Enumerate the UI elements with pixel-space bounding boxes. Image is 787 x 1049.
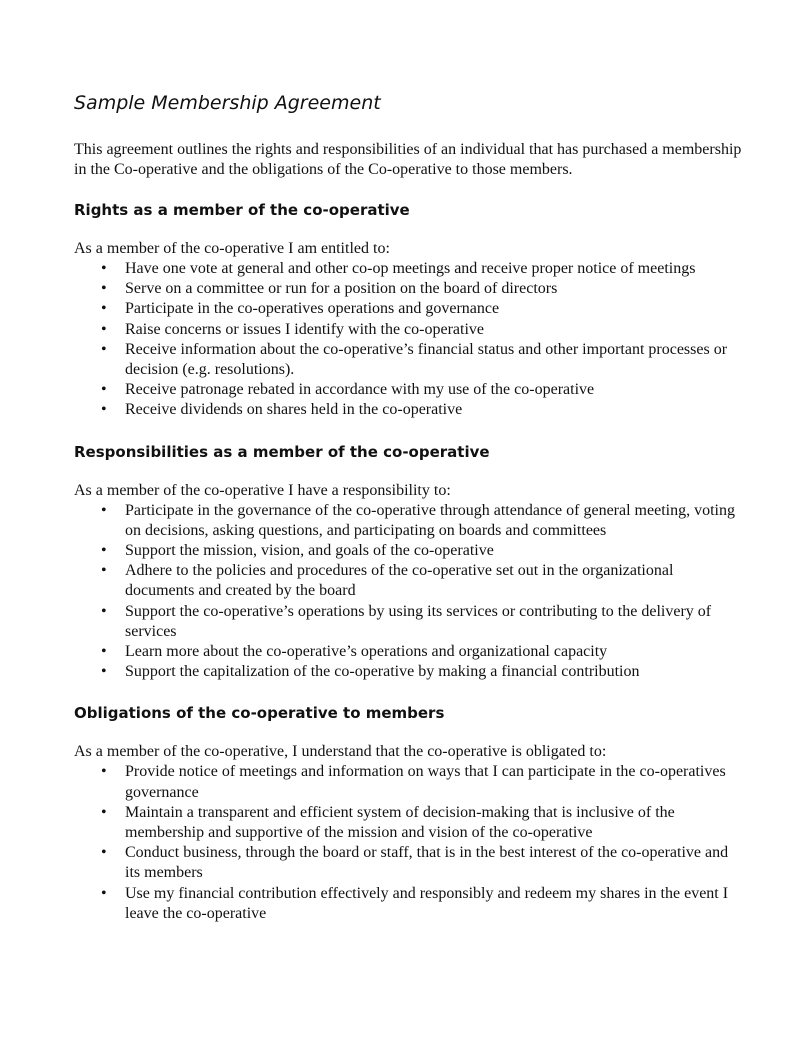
- list-item: [74, 340, 745, 380]
- bullet-icon: •: [101, 542, 107, 560]
- bullet-icon: •: [101, 803, 107, 821]
- list-item: [74, 803, 745, 843]
- document-page: [74, 88, 754, 945]
- bullet-icon: •: [101, 844, 107, 862]
- list-item-text: Learn more about the co-operative’s operations and organizational capacity: [125, 643, 608, 661]
- list-item: [74, 602, 745, 642]
- list-item-text: Raise concerns or issues I identify with the co-operative: [125, 320, 484, 338]
- list-item: [74, 541, 745, 561]
- section-responsibilities: [74, 442, 754, 683]
- list-item: [74, 299, 745, 319]
- list-item: [74, 501, 745, 541]
- document-title: Sample Membership Agreement: [74, 92, 381, 114]
- list-item: [74, 762, 745, 802]
- bullet-list: [74, 259, 754, 421]
- section-obligations: [74, 703, 754, 924]
- sections-container: [74, 200, 754, 924]
- list-item-text: Conduct business, through the board or staff, that is in the best interest of the co-operative and its members: [125, 844, 729, 882]
- section-lead-text: As a member of the co-operative I am entitled to:: [74, 240, 390, 257]
- bullet-icon: •: [101, 643, 107, 661]
- list-item-text: Provide notice of meetings and information on ways that I can participate in the co-operatives governance: [125, 763, 726, 801]
- section-rights: [74, 200, 754, 421]
- bullet-icon: •: [101, 501, 107, 519]
- bullet-list: [74, 762, 754, 924]
- list-item-text: Receive information about the co-operative’s financial status and other important processes or decision (e.g. resolutions).: [125, 340, 728, 379]
- list-item-text: Maintain a transparent and efficient system of decision-making that is inclusive of the membership and supportive of the mission and vision of the co-operative: [125, 803, 675, 842]
- list-item-text: Support the mission, vision, and goals of the co-operative: [125, 542, 494, 560]
- list-item-text: Participate in the co-operatives operations and governance: [125, 300, 500, 318]
- list-item-text: Have one vote at general and other co-op meetings and receive proper notice of meetings: [125, 260, 696, 277]
- bullet-icon: •: [101, 340, 107, 358]
- bullet-icon: •: [101, 562, 107, 580]
- bullet-icon: •: [101, 884, 107, 902]
- bullet-list: [74, 501, 754, 683]
- intro-paragraph: This agreement outlines the rights and responsibilities of an individual that has purchased a membership in the Co-operative and the obligations of the Co-operative to those members.: [74, 141, 742, 178]
- bullet-icon: •: [101, 401, 107, 419]
- bullet-icon: •: [101, 260, 107, 277]
- list-item-text: Participate in the governance of the co-operative through attendance of general meeting, voting on decisions, asking questions, and participating on boards and committees: [125, 501, 735, 539]
- list-item-text: Receive dividends on shares held in the co-operative: [125, 401, 463, 419]
- list-item: [74, 279, 745, 299]
- list-item: [74, 259, 745, 279]
- list-item: [74, 380, 745, 400]
- section-heading: Obligations of the co-operative to members: [74, 704, 445, 723]
- section-lead-text: As a member of the co-operative, I understand that the co-operative is obligated to:: [74, 743, 607, 761]
- list-item-text: Support the capitalization of the co-operative by making a financial contribution: [125, 663, 640, 681]
- list-item-text: Adhere to the policies and procedures of the co-operative set out in the organizational documents and created by the board: [125, 562, 674, 600]
- bullet-icon: •: [101, 300, 107, 318]
- section-lead-text: As a member of the co-operative I have a responsibility to:: [74, 481, 451, 499]
- list-item-text: Receive patronage rebated in accordance with my use of the co-operative: [125, 381, 595, 399]
- list-item: [74, 843, 745, 883]
- bullet-icon: •: [101, 381, 107, 399]
- list-item-text: Use my financial contribution effectively and responsibly and redeem my shares in the event I leave the co-operative: [125, 884, 729, 922]
- list-item: [74, 642, 745, 662]
- bullet-icon: •: [101, 663, 107, 681]
- list-item: [74, 320, 745, 340]
- list-item-text: Serve on a committee or run for a position on the board of directors: [125, 280, 558, 298]
- list-item: [74, 561, 745, 601]
- list-item-text: Support the co-operative’s operations by using its services or contributing to the delivery of services: [125, 602, 712, 640]
- list-item: [74, 400, 745, 420]
- list-item: [74, 884, 745, 924]
- list-item: [74, 662, 745, 682]
- bullet-icon: •: [101, 320, 107, 338]
- bullet-icon: •: [101, 602, 107, 620]
- section-heading: Responsibilities as a member of the co-operative: [74, 442, 490, 461]
- bullet-icon: •: [101, 280, 107, 298]
- bullet-icon: •: [101, 763, 107, 781]
- section-heading: Rights as a member of the co-operative: [74, 201, 410, 219]
